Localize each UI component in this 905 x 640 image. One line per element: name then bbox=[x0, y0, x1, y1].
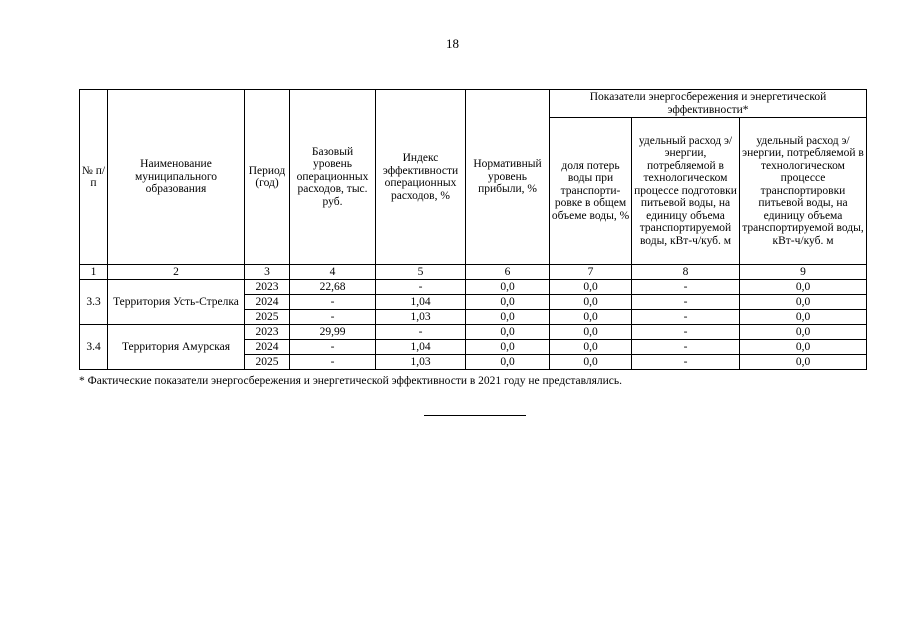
row-number: 3.4 bbox=[80, 325, 108, 370]
municipality-name: Территория Усть-Стрелка bbox=[108, 280, 245, 325]
profit-level-cell: 0,0 bbox=[466, 295, 550, 310]
water-loss-cell: 0,0 bbox=[550, 295, 632, 310]
profit-level-cell: 0,0 bbox=[466, 325, 550, 340]
energy-treatment-cell: - bbox=[632, 310, 740, 325]
end-divider-line bbox=[424, 415, 526, 416]
efficiency-index-cell: 1,04 bbox=[376, 340, 466, 355]
efficiency-index-cell: - bbox=[376, 325, 466, 340]
period-cell: 2023 bbox=[245, 325, 290, 340]
energy-transport-cell: 0,0 bbox=[740, 310, 867, 325]
profit-level-cell: 0,0 bbox=[466, 310, 550, 325]
base-level-cell: - bbox=[290, 310, 376, 325]
column-number-row bbox=[80, 265, 867, 280]
header-base-level: Базовый уровень операционных расходов, тыс. руб. bbox=[290, 90, 376, 265]
water-loss-cell: 0,0 bbox=[550, 325, 632, 340]
header-efficiency-index: Индекс эффективности операционных расходов, % bbox=[376, 90, 466, 265]
column-number: 7 bbox=[550, 265, 632, 280]
footnote: * Фактические показатели энергосбережения и энергетической эффективности в 2021 году не представлялись. bbox=[79, 375, 623, 387]
base-level-cell: 29,99 bbox=[290, 325, 376, 340]
period-cell: 2025 bbox=[245, 310, 290, 325]
header-energy-transport: удельный расход э/энергии, потребляемой в технологическом процессе транспортировки питьевой воды, на единицу объема транспортируемой воды, кВт-ч/куб. м bbox=[740, 118, 867, 265]
energy-treatment-cell: - bbox=[632, 295, 740, 310]
energy-treatment-cell: - bbox=[632, 280, 740, 295]
tariff-indicators-table bbox=[79, 89, 867, 370]
water-loss-cell: 0,0 bbox=[550, 310, 632, 325]
municipality-name: Территория Амурская bbox=[108, 325, 245, 370]
energy-transport-cell: 0,0 bbox=[740, 280, 867, 295]
header-energy-treatment: удельный расход э/энергии, потребляемой в технологическом процессе подготовки питьевой воды, на единицу объема транспортируемой воды, кВт-ч/куб. м bbox=[632, 118, 740, 265]
water-loss-cell: 0,0 bbox=[550, 355, 632, 370]
header-num: № п/п bbox=[80, 90, 108, 265]
efficiency-index-cell: - bbox=[376, 280, 466, 295]
period-cell: 2024 bbox=[245, 295, 290, 310]
table-row bbox=[80, 325, 867, 340]
column-number: 5 bbox=[376, 265, 466, 280]
period-cell: 2024 bbox=[245, 340, 290, 355]
header-profit-level: Нормативный уровень прибыли, % bbox=[466, 90, 550, 265]
header-water-loss: доля потерь воды при транспорти-ровке в общем объеме воды, % bbox=[550, 118, 632, 265]
column-number: 1 bbox=[80, 265, 108, 280]
efficiency-index-cell: 1,04 bbox=[376, 295, 466, 310]
header-period: Период (год) bbox=[245, 90, 290, 265]
energy-transport-cell: 0,0 bbox=[740, 325, 867, 340]
base-level-cell: - bbox=[290, 295, 376, 310]
base-level-cell: - bbox=[290, 340, 376, 355]
water-loss-cell: 0,0 bbox=[550, 280, 632, 295]
column-number: 9 bbox=[740, 265, 867, 280]
column-number: 2 bbox=[108, 265, 245, 280]
efficiency-index-cell: 1,03 bbox=[376, 355, 466, 370]
efficiency-index-cell: 1,03 bbox=[376, 310, 466, 325]
base-level-cell: 22,68 bbox=[290, 280, 376, 295]
page-number: 18 bbox=[446, 36, 459, 51]
column-number: 8 bbox=[632, 265, 740, 280]
base-level-cell: - bbox=[290, 355, 376, 370]
row-number: 3.3 bbox=[80, 280, 108, 325]
energy-transport-cell: 0,0 bbox=[740, 355, 867, 370]
period-cell: 2023 bbox=[245, 280, 290, 295]
water-loss-cell: 0,0 bbox=[550, 340, 632, 355]
energy-treatment-cell: - bbox=[632, 355, 740, 370]
column-number: 3 bbox=[245, 265, 290, 280]
energy-treatment-cell: - bbox=[632, 325, 740, 340]
column-number: 4 bbox=[290, 265, 376, 280]
column-number: 6 bbox=[466, 265, 550, 280]
period-cell: 2025 bbox=[245, 355, 290, 370]
header-energy-group: Показатели энергосбережения и энергетической эффективности* bbox=[550, 90, 867, 118]
table-row bbox=[80, 280, 867, 295]
profit-level-cell: 0,0 bbox=[466, 340, 550, 355]
profit-level-cell: 0,0 bbox=[466, 355, 550, 370]
energy-transport-cell: 0,0 bbox=[740, 340, 867, 355]
header-municipality: Наименование муниципального образования bbox=[108, 90, 245, 265]
profit-level-cell: 0,0 bbox=[466, 280, 550, 295]
energy-transport-cell: 0,0 bbox=[740, 295, 867, 310]
energy-treatment-cell: - bbox=[632, 340, 740, 355]
